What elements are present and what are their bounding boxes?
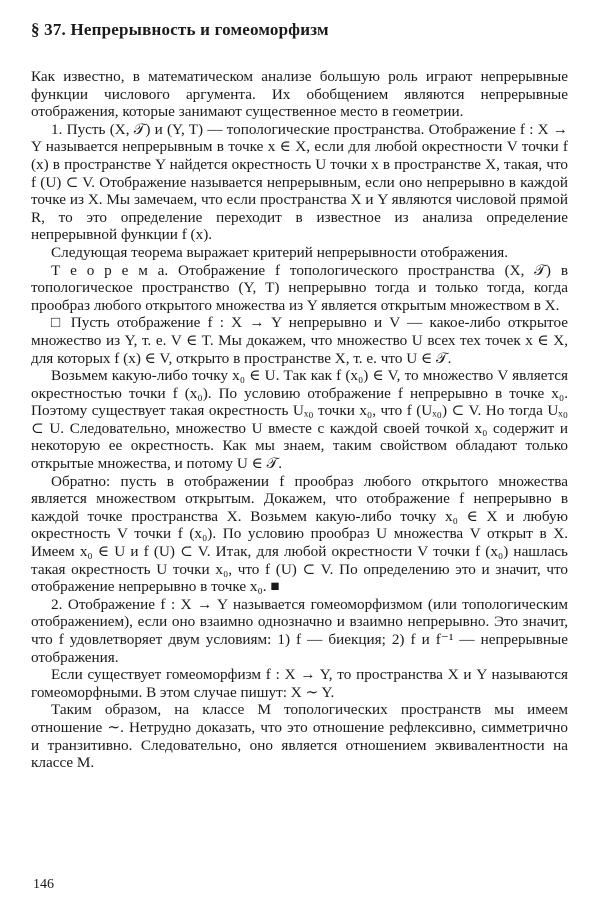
page-number: 146 <box>33 877 54 892</box>
paragraph-proof-neighborhood: Возьмем какую-либо точку x₀ ∈ U. Так как f (x₀) ∈ V, то множество V является окрестностью точки f (x₀). По условию отображение f непрерывно в точке x₀. Поэтому существует такая окрестность Uₓ₀ точки x₀, что f (Uₓ₀) ⊂ V. Но тогда Uₓ₀ ⊂ U. Следовательно, множество U вместе с каждой своей точкой x₀ содержит и некоторую ее окрестность. Как мы знаем, таким свойством обладают только открытые множества, и потому U ∈ 𝒯. <box>31 367 568 473</box>
paragraph-definition-continuity: 1. Пусть (X, 𝒯) и (Y, T) — топологические пространства. Отображение f : X → Y называется непрерывным в точке x ∈ X, если для любой окрестности V точки f (x) в пространстве Y найдется окрестность U точки x в пространстве X, такая, что f (U) ⊂ V. Отображение называется непрерывным, если оно непрерывно в каждой точке из X. Мы замечаем, что если пространства X и Y являются числовой прямой R, то это определение переходит в известное из анализа определение непрерывной функции f (x). <box>31 120 568 244</box>
paragraph-equivalence: Таким образом, на классе M топологических пространств мы имеем отношение ∼. Нетрудно доказать, что это отношение рефлексивно, симметрично и транзитивно. Следовательно, оно является отношением эквивалентности на классе M. <box>31 701 568 772</box>
page-content <box>31 20 568 772</box>
paragraph-proof-start: □ Пусть отображение f : X → Y непрерывно и V — какое-либо открытое множество из Y, т. е. V ∈ T. Мы докажем, что множество U всех тех точек x ∈ X, для которых f (x) ∈ V, открыто в пространстве X, т. е. что U ∈ 𝒯. <box>31 314 568 367</box>
paragraph-homeomorphic: Если существует гомеоморфизм f : X → Y, то пространства X и Y называются гомеоморфными. В этом случае пишут: X ∼ Y. <box>31 666 568 701</box>
paragraph-theorem: Т е о р е м а. Отображение f топологического пространства (X, 𝒯) в топологическое пространство (Y, T) непрерывно тогда и только тогда, когда прообраз любого открытого множества из Y является открытым множеством в X. <box>31 261 568 314</box>
paragraph-definition-homeomorphism: 2. Отображение f : X → Y называется гомеоморфизмом (или топологическим отображением), если оно взаимно однозначно и взаимно непрерывно. Это значит, что f удовлетворяет двум условиям: 1) f — биекция; 2) f и f⁻¹ — непрерывные отображения. <box>31 595 568 666</box>
paragraph-criterion-lead: Следующая теорема выражает критерий непрерывности отображения. <box>51 243 508 261</box>
paragraph-intro: Как известно, в математическом анализе большую роль играют непрерывные функции числового аргумента. Их обобщением являются непрерывные отображения, которые занимают существенное место в геометрии. <box>31 68 568 121</box>
paragraph-proof-converse: Обратно: пусть в отображении f прообраз любого открытого множества является множеством открытым. Докажем, что отображение f непрерывно в каждой точке пространства X. Возьмем какую-либо точку x₀ ∈ X и любую окрестность V точки f (x₀). По условию прообраз U множества V открыт в X. Имеем x₀ ∈ U и f (U) ⊂ V. Итак, для любой окрестности V точки f (x₀) нашлась такая окрестность U точки x₀, что f (U) ⊂ V. По определению это и значит, что отображение непрерывно в точке x₀. ■ <box>31 472 568 596</box>
section-heading: § 37. Непрерывность и гомеоморфизм <box>31 20 329 39</box>
